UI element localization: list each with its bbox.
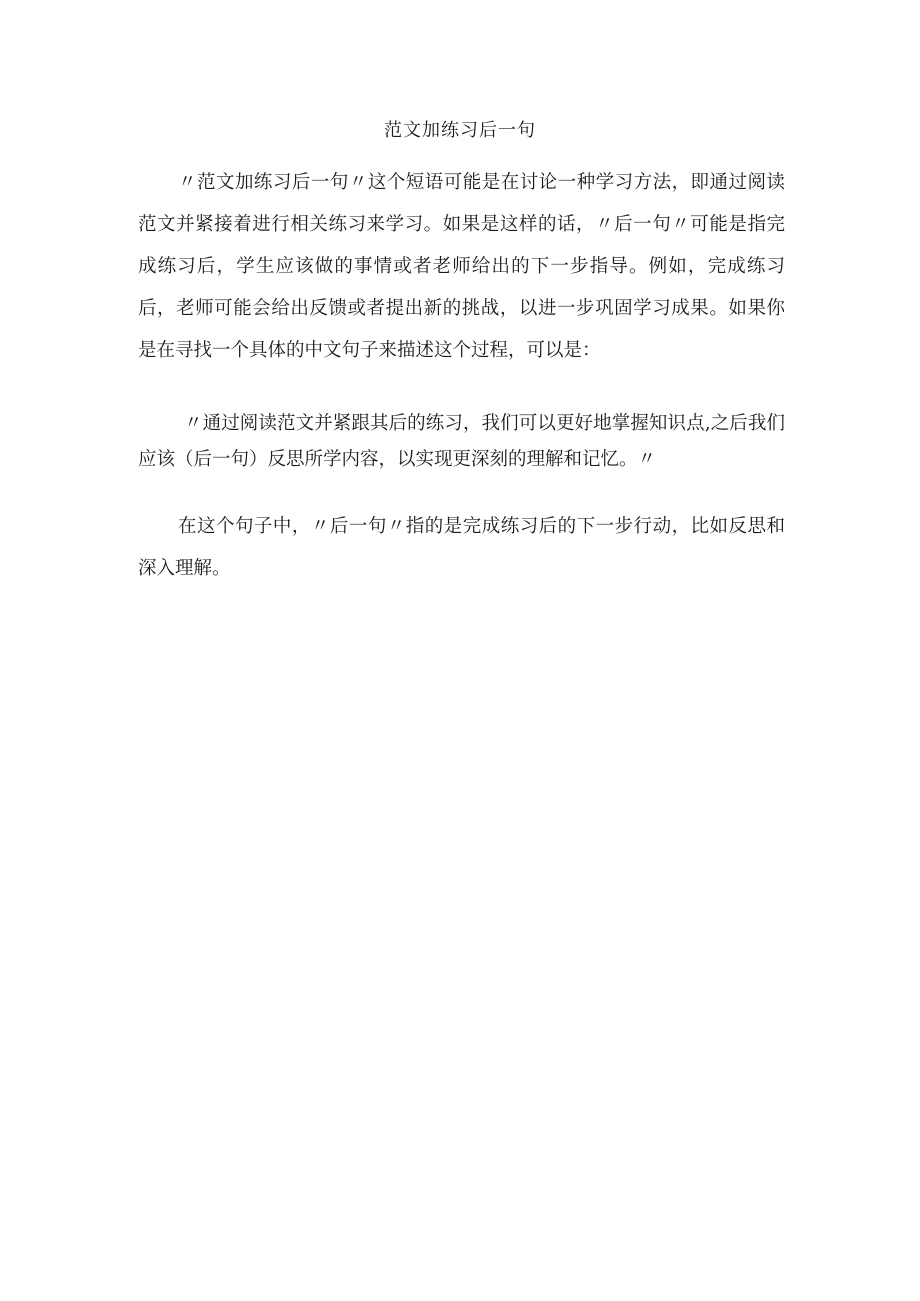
paragraph-explanation: 在这个句子中，〃后一句〃指的是完成练习后的下一步行动，比如反思和深入理解。	[138, 516, 785, 579]
paragraph-example-quote: 〃通过阅读范文并紧跟其后的练习，我们可以更好地掌握知识点,之后我们应该（后一句）反思所学内容，以实现更深刻的理解和记忆。〃	[138, 413, 785, 470]
document-title: 范文加练习后一句	[384, 120, 536, 141]
paragraph-intro: 〃范文加练习后一句〃这个短语可能是在讨论一种学习方法，即通过阅读范文并紧接着进行相关练习来学习。如果是这样的话，〃后一句〃可能是指完成练习后，学生应该做的事情或者老师给出的下一步指导。例如，完成练习后，老师可能会给出反馈或者提出新的挑战，以进一步巩固学习成果。如果你是在寻找一个具体的中文句子来描述这个过程，可以是：	[138, 172, 785, 361]
